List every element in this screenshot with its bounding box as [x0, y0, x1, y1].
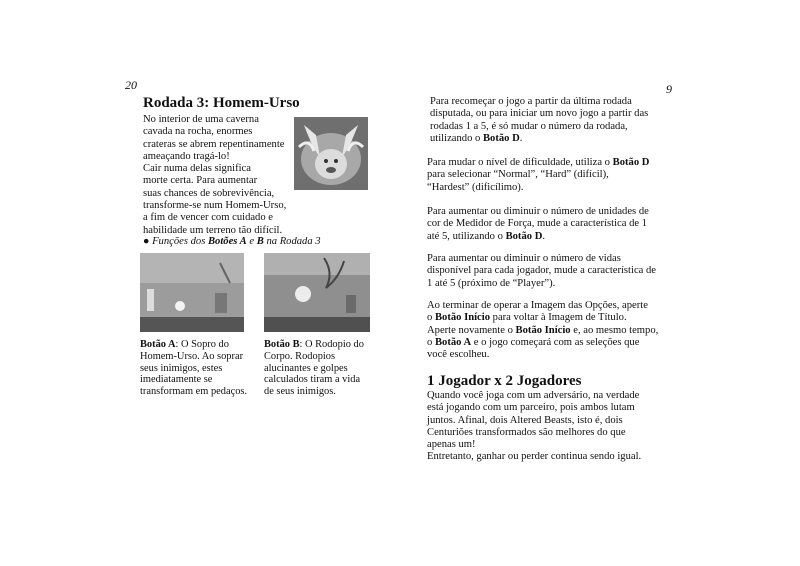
lives-paragraph: Para aumentar ou diminuir o número de vidas disponível para cada jogador, mude a característica de 1 até 5 (próximo de “Player”). [427, 253, 656, 289]
intro-line: cavada na rocha, enormes [143, 126, 253, 138]
power-meter-paragraph: Para aumentar ou diminuir o número de unidades de cor de Medidor de Força, mude a característica de 1 até 5, utilizando o Botão D. [427, 206, 649, 242]
difficulty-paragraph: Para mudar o nível de dificuldade, utiliza o Botão D para selecionar “Normal”, “Hard” (difícil), “Hardest” (dificílimo). [427, 157, 650, 193]
intro-line: Cair numa delas significa [143, 163, 251, 175]
button-a-scene [140, 253, 244, 332]
intro-line: crateras se abrem repentinamente [143, 138, 285, 150]
intro-paragraph [143, 114, 286, 237]
intro-line: a fim de vencer com cuidado e [143, 212, 274, 224]
intro-line: ameaçando tragá-lo! [143, 150, 230, 162]
right-page-number: 9 [666, 82, 672, 96]
two-player-paragraph: Quando você joga com um adversário, na verdade está jogando com um parceiro, pois ambos lutam juntos. Afinal, dois Altered Beasts, isto é, dois Centuriões transformados são melhores do que apenas um! Entretanto, ganhar ou perder continua sendo igual. [427, 390, 642, 463]
button-b-scene [264, 253, 370, 332]
caption-button-b: Botão B: O Rodopio do Corpo. Rodopios alucinantes e golpes calculados tiram a vida de seus inimigos. [264, 339, 364, 398]
intro-line: morte certa. Para aumentar [143, 175, 258, 187]
intro-line: habilidade um terreno tão difícil. [143, 224, 283, 236]
werebear-drawing [294, 117, 368, 190]
button-b-screenshot [264, 253, 370, 332]
intro-line: transforme-se num Homem-Urso, [143, 200, 287, 212]
intro-line: suas chances de sobrevivência, [143, 187, 275, 199]
restart-paragraph: Para recomeçar o jogo a partir da última rodada disputada, ou para iniciar um novo jogo a partir das rodadas 1 a 5, é só mudar o número da rodada, utilizando o Botão D. [430, 96, 649, 144]
left-page-title: Rodada 3: Homem-Urso [143, 95, 300, 111]
functions-bullet: ● Funções dos Botões A e B na Rodada 3 [143, 236, 321, 247]
button-a-screenshot [140, 253, 244, 332]
intro-line: No interior de uma caverna [143, 114, 259, 125]
options-exit-paragraph: Ao terminar de operar a Imagem das Opções, aperte o Botão Início para voltar à Imagem de Título. Aperte novamente o Botão Início e, ao mesmo tempo, o Botão A e o jogo começará com as seleções que você escolheu. [427, 300, 659, 361]
left-page-number: 20 [125, 78, 137, 92]
werebear-illustration [294, 117, 368, 190]
caption-button-a: Botão A: O Sopro do Homem-Urso. Ao soprar seus inimigos, estes imediatamente se transformam em pedaços. [140, 339, 248, 398]
bullet-icon: ● [143, 236, 153, 247]
two-player-heading: 1 Jogador x 2 Jogadores [427, 373, 582, 389]
